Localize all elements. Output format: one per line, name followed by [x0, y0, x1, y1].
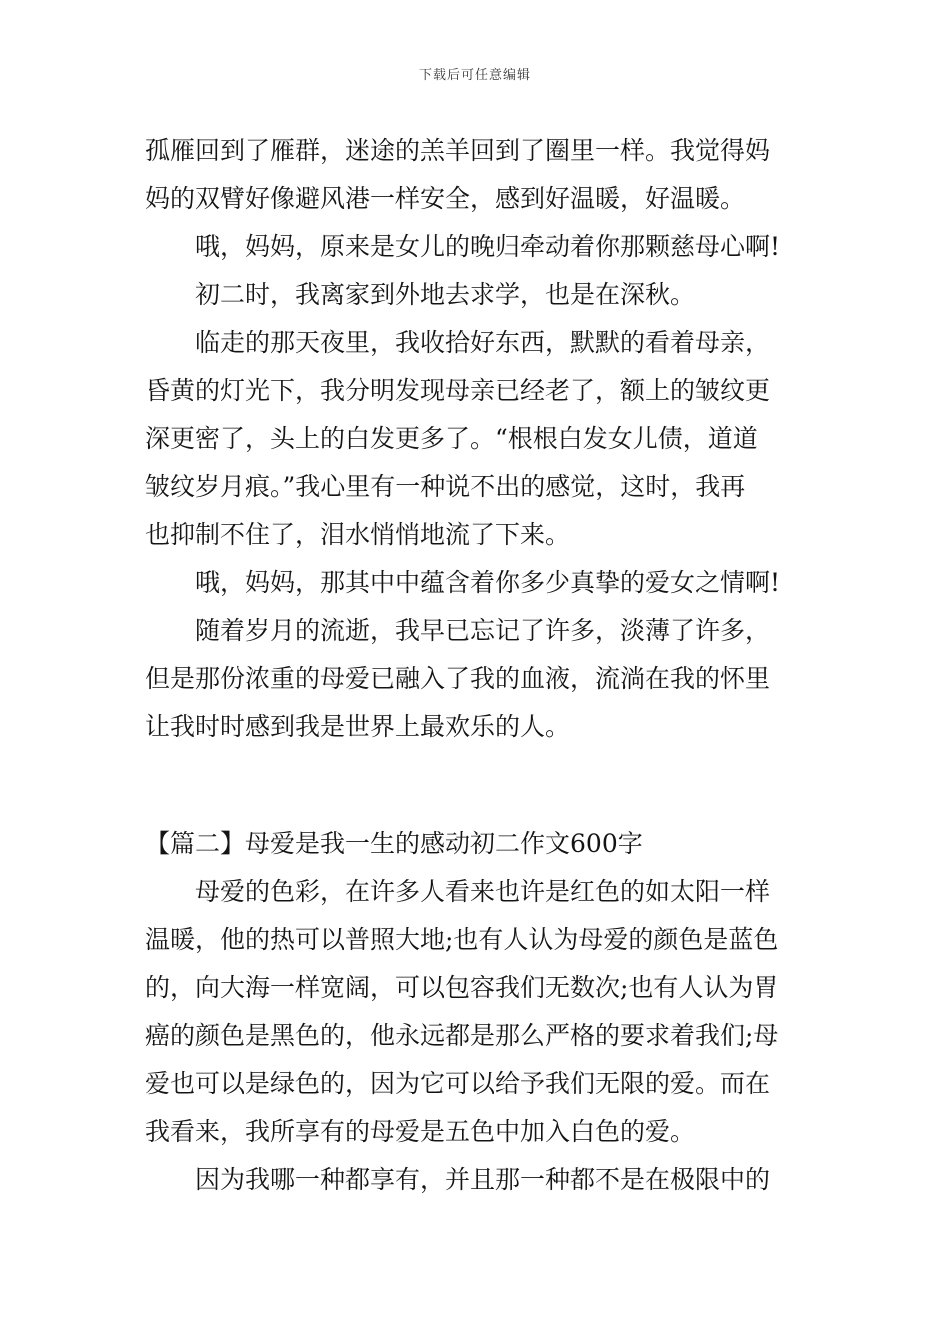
text-line: 因为我哪一种都享有，并且那一种都不是在极限中的 [195, 1165, 771, 1194]
text-line: 温暖，他的热可以普照大地;也有人认为母爱的颜色是蓝色 [145, 925, 779, 954]
text-line: 的，向大海一样宽阔，可以包容我们无数次;也有人认为胃 [145, 973, 779, 1002]
page-header-note: 下载后可任意编辑 [418, 68, 531, 83]
text-line: 初二时，我离家到外地去求学，也是在深秋。 [195, 280, 696, 309]
text-line: 爱也可以是绿色的，因为它可以给予我们无限的爱。而在 [145, 1069, 771, 1098]
text-line: 哦，妈妈，原来是女儿的晚归牵动着你那颗慈母心啊! [195, 232, 781, 261]
text-line: 昏黄的灯光下，我分明发现母亲已经老了，额上的皱纹更 [145, 376, 771, 405]
article-body-part-1 [145, 127, 810, 751]
text-line: 我看来，我所享有的母爱是五色中加入白色的爱。 [145, 1117, 696, 1146]
text-line: 临走的那天夜里，我收拾好东西，默默的看着母亲， [195, 328, 771, 357]
text-line: 也抑制不住了，泪水悄悄地流了下来。 [145, 520, 571, 549]
text-line: 但是那份浓重的母爱已融入了我的血液，流淌在我的怀里 [145, 664, 771, 693]
text-line: 哦，妈妈，那其中中蕴含着你多少真挚的爱女之情啊! [195, 568, 781, 597]
text-line: 孤雁回到了雁群，迷途的羔羊回到了圈里一样。我觉得妈 [145, 136, 771, 165]
text-line: 母爱的色彩，在许多人看来也许是红色的如太阳一样 [195, 877, 771, 906]
article-body-part-2 [145, 820, 810, 1204]
section-title: 【篇二】母爱是我一生的感动初二作文600字 [145, 829, 643, 858]
text-line: 癌的颜色是黑色的，他永远都是那么严格的要求着我们;母 [145, 1021, 779, 1050]
text-line: 深更密了，头上的白发更多了。“根根白发女儿债，道道 [145, 424, 758, 453]
text-line: 让我时时感到我是世界上最欢乐的人。 [145, 712, 571, 741]
text-line: 皱纹岁月痕。”我心里有一种说不出的感觉，这时，我再 [145, 472, 746, 501]
text-line: 随着岁月的流逝，我早已忘记了许多，淡薄了许多， [195, 616, 771, 645]
text-line: 妈的双臂好像避风港一样安全，感到好温暖，好温暖。 [145, 184, 746, 213]
